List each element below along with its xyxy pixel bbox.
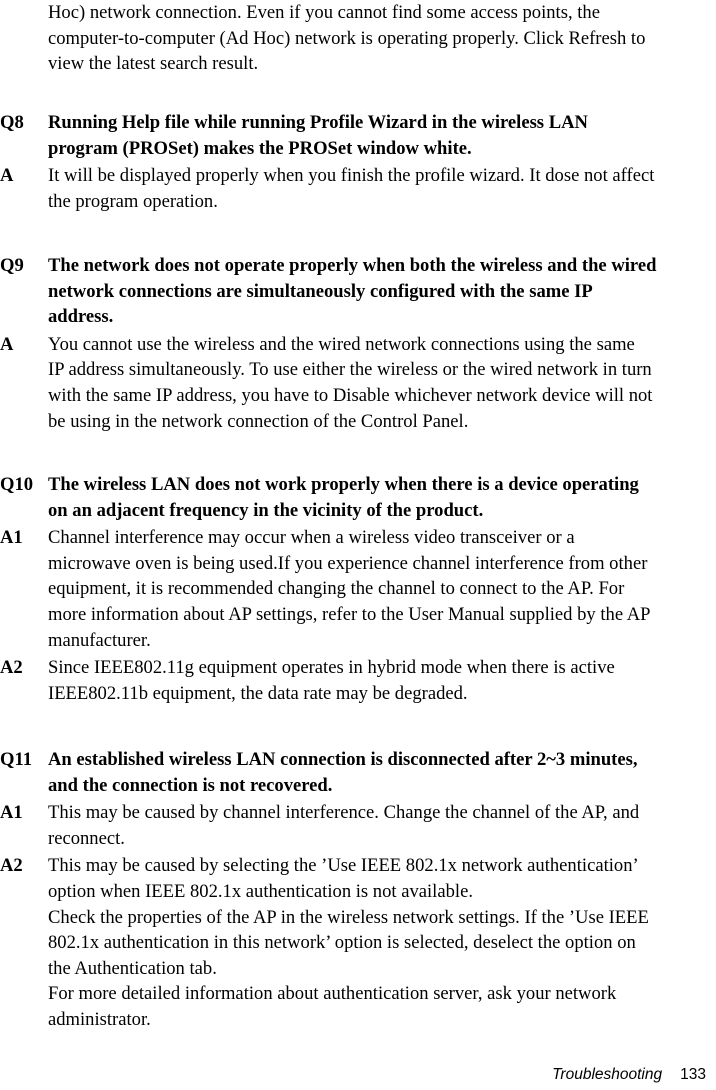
answer-text [48,655,716,706]
answer-label: A2 [0,657,23,679]
question-label: Q10 [0,474,34,495]
text-line: administrator. [48,1008,151,1030]
text-line: manufacturer. [48,629,151,651]
answer-row [0,163,716,214]
text-line: It will be displayed properly when you finish the profile wizard. It dose not affect [48,165,655,187]
answer-row [0,853,716,1032]
text-line: This may be caused by selecting the ’Use IEEE 802.1x network authentication’ [48,855,639,877]
text-line: Running Help file while running Profile Wizard in the wireless LAN [48,112,588,133]
question-row [0,110,716,161]
text-line: This may be caused by channel interference. Change the channel of the AP, and [48,802,640,824]
text-line: Check the properties of the AP in the wireless network settings. If the ’Use IEEE [48,906,649,928]
text-line: equipment, it is recommended changing the channel to connect to the AP. For [48,578,625,600]
text-line: option when IEEE 802.1x authentication is not available. [48,880,473,902]
text-line: IP address simultaneously. To use either the wireless or the wired network in turn [48,359,652,381]
text-line: the Authentication tab. [48,957,217,979]
question-label: Q9 [0,255,24,276]
text-line: IEEE802.11b equipment, the data rate may be degraded. [48,682,468,704]
text-line: For more detailed information about authentication server, ask your network [48,983,617,1005]
question-text [48,747,716,798]
text-line: The network does not operate properly when both the wireless and the wired [48,255,657,276]
text-line: computer-to-computer (Ad Hoc) network is operating properly. Click Refresh to [48,27,646,49]
text-line: network connections are simultaneously configured with the same IP [48,280,593,302]
text-line: more information about AP settings, refer to the User Manual supplied by the AP [48,603,651,625]
question-text [48,253,716,330]
answer-row [0,332,716,434]
answer-row [0,525,716,653]
text-line: Since IEEE802.11g equipment operates in hybrid mode when there is active [48,657,615,679]
faq-q11 [0,747,716,1033]
text-line: with the same IP address, you have to Disable whichever network device will not [48,384,653,406]
text-line: and the connection is not recovered. [48,774,333,796]
text-line: Hoc) network connection. Even if you cannot find some access points, the [48,2,600,23]
text-line: on an adjacent frequency in the vicinity of the product. [48,499,484,521]
answer-label: A2 [0,855,23,877]
question-row [0,747,716,798]
text-line: The wireless LAN does not work properly when there is a device operating [48,474,639,495]
text-line: An established wireless LAN connection is disconnected after 2~3 minutes, [48,749,638,770]
intro-paragraph [48,0,716,77]
answer-row [0,800,716,851]
question-text [48,110,716,161]
answer-text [48,525,716,653]
faq-q10 [0,472,716,706]
footer-section-title: Troubleshooting [552,1066,663,1083]
text-line: be using in the network connection of the Control Panel. [48,410,469,432]
answer-label: A1 [0,527,23,549]
page-number: 133 [680,1066,706,1083]
text-line: You cannot use the wireless and the wired network connections using the same [48,333,635,355]
question-text [48,472,716,523]
text-line: the program operation. [48,190,218,212]
answer-text [48,800,716,851]
text-line: Channel interference may occur when a wireless video transceiver or a [48,527,575,549]
text-line: reconnect. [48,827,125,849]
text-line: microwave oven is being used.If you experience channel interference from other [48,552,648,574]
text-line: 802.1x authentication in this network’ option is selected, deselect the option on [48,932,636,954]
faq-q9 [0,253,716,434]
text-line: address. [48,306,114,328]
question-label: Q11 [0,749,33,770]
answer-label: A [0,165,14,187]
page-footer [552,1065,706,1085]
question-row [0,472,716,523]
question-label: Q8 [0,112,24,133]
question-row [0,253,716,330]
faq-q8 [0,110,716,214]
answer-label: A [0,333,14,355]
text-line: program (PROSet) makes the PROSet window white. [48,137,472,159]
answer-text [48,332,716,434]
answer-text [48,853,716,1032]
answer-text [48,163,716,214]
answer-row [0,655,716,706]
answer-label: A1 [0,802,23,824]
text-line: view the latest search result. [48,53,259,75]
